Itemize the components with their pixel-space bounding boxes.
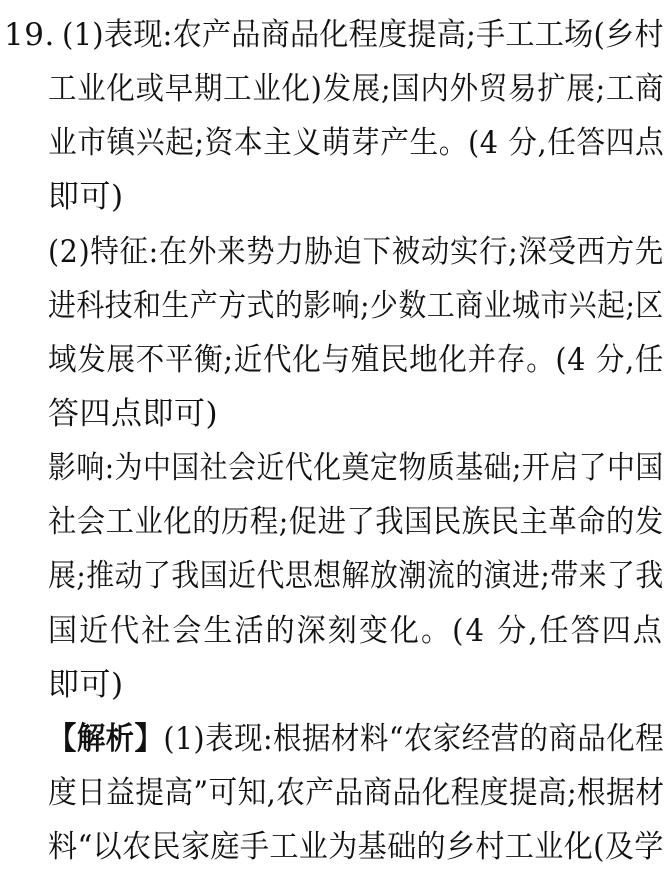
answer-text: 国近代社会生活的深刻变化。(4 分,任答四点 — [48, 612, 664, 649]
analysis-text: (1)表现:根据材料“农家经营的商品化程 — [163, 720, 665, 757]
answer-text: 业市镇兴起;资本主义萌芽产生。(4 分,任答四点 — [48, 125, 665, 162]
analysis-text: 料“以农民家庭手工业为基础的乡村工业化(及学 — [48, 829, 664, 865]
answer-text: 即可) — [48, 179, 124, 216]
answer-line-1 — [0, 5, 668, 65]
answer-text: 展;推动了我国近代思想解放潮流的演进;带来了我 — [48, 558, 664, 595]
question-number: 19. — [4, 17, 55, 53]
answer-text: 工业化或早期工业化)发展;国内外贸易扩展;工商 — [48, 71, 665, 108]
answer-text: (1)表现:农产品商品化程度提高;手工工场(乡村 — [62, 17, 664, 53]
answer-text: 进科技和生产方式的影响;少数工商业城市兴起;区 — [48, 287, 664, 324]
answer-text: 答四点即可) — [48, 395, 219, 432]
answer-text: 社会工业化的历程;促进了我国民族民主革命的发 — [48, 504, 664, 541]
answer-text: (2)特征:在外来势力胁迫下被动实行;深受西方先 — [48, 233, 664, 270]
answer-text: 域发展不平衡;近代化与殖民地化并存。(4 分,任 — [48, 341, 665, 378]
analysis-label: 【解析】 — [48, 720, 164, 757]
analysis-heading — [48, 709, 664, 769]
answer-text: 影响:为中国社会近代化奠定物质基础;开启了中国 — [48, 450, 664, 487]
analysis-text: 度日益提高”可知,农产品商品化程度提高;根据材 — [48, 774, 665, 811]
answer-text: 即可) — [48, 666, 124, 703]
